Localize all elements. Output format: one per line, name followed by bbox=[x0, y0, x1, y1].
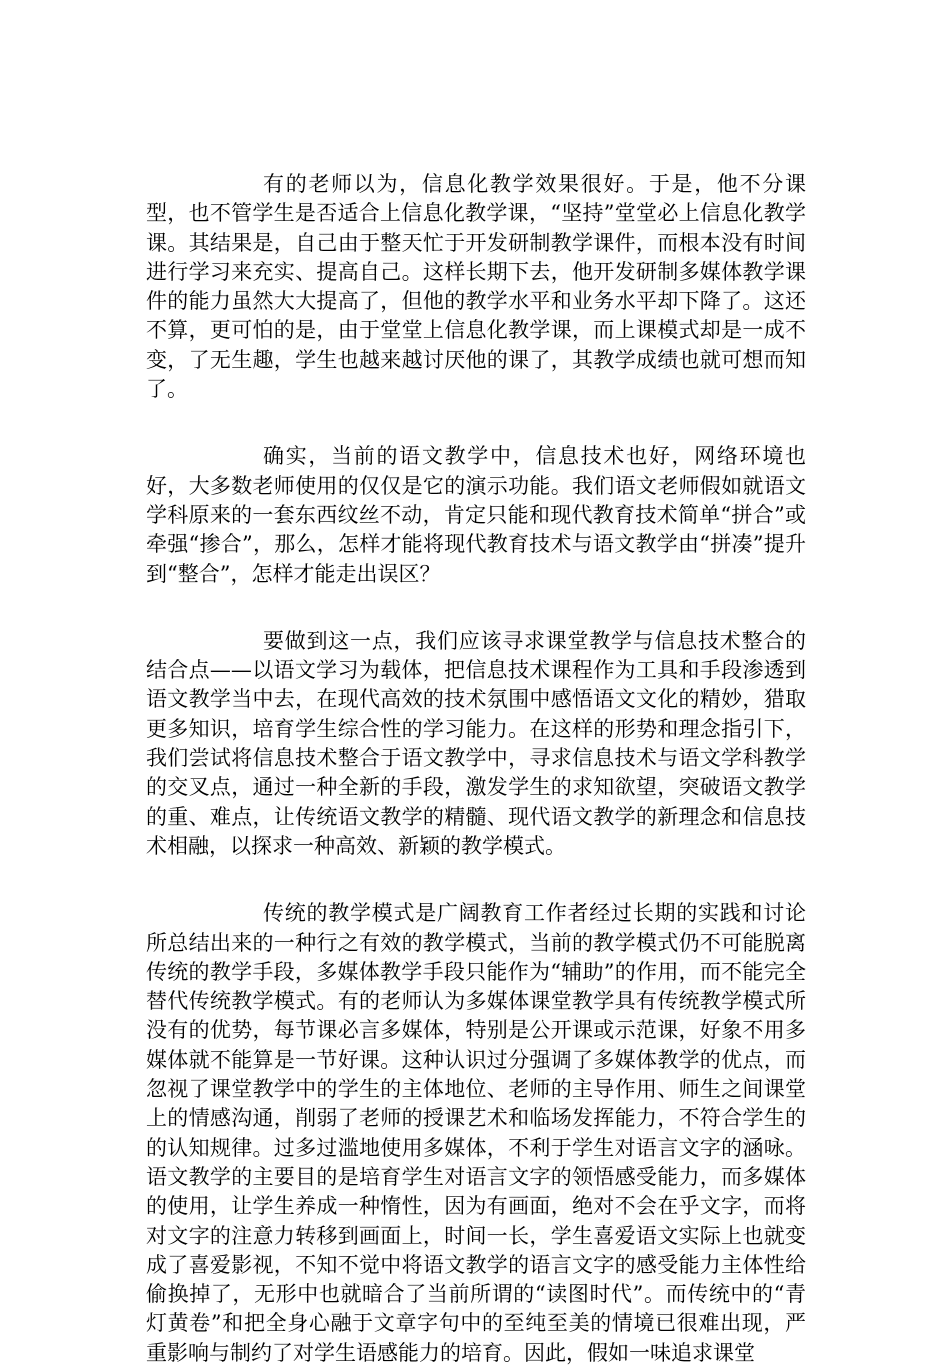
paragraph-3: 要做到这一点，我们应该寻求课堂教学与信息技术整合的结合点——以语文学习为载体，把信息技术课程作为工具和手段渗透到语文教学当中去，在现代高效的技术氛围中感悟语文文化的精妙，猎取更多知识，培育学生综合性的学习能力。在这样的形势和理念指引下，我们尝试将信息技术整合于语文教学中，寻求信息技术与语文学科教学的交叉点，通过一种全新的手段，激发学生的求知欲望，突破语文教学的重、难点，让传统语文教学的精髓、现代语文教学的新理念和信息技术相融，以探求一种高效、新颖的教学模式。 bbox=[146, 628, 806, 858]
paragraph-4: 传统的教学模式是广阔教育工作者经过长期的实践和讨论所总结出来的一种行之有效的教学模式，当前的教学模式仍不可能脱离传统的教学手段，多媒体教学手段只能作为“辅助”的作用，而不能完全替代传统教学模式。有的老师认为多媒体课堂教学具有传统教学模式所没有的优势，每节课必言多媒体，特别是公开课或示范课，好象不用多媒体就不能算是一节好课。这种认识过分强调了多媒体教学的优点，而忽视了课堂教学中的学生的主体地位、老师的主导作用、师生之间课堂上的情感沟通，削弱了老师的授课艺术和临场发挥能力，不符合学生的的认知规律。过多过滥地使用多媒体，不利于学生对语言文字的涵咏。语文教学的主要目的是培育学生对语言文字的领悟感受能力，而多媒体的使用，让学生养成一种惰性，因为有画面，绝对不会在乎文字，而将对文字的注意力转移到画面上，时间一长，学生喜爱语文实际上也就变成了喜爱影视，不知不觉中将语文教学的语言文字的感受能力主体性给偷换掉了，无形中也就暗合了当前所谓的“读图时代”。而传统中的“青灯黄卷”和把全身心融于文章字句中的至纯至美的情境已很难出现，严重影响与制约了对学生语感能力的培育。因此，假如一味追求课堂 bbox=[146, 901, 806, 1365]
paragraph-1: 有的老师以为，信息化教学效果很好。于是，他不分课型，也不管学生是否适合上信息化教学课，“坚持”堂堂必上信息化教学课。其结果是，自己由于整天忙于开发研制教学课件，而根本没有时间进行学习来充实、提高自己。这样长期下去，他开发研制多媒体教学课件的能力虽然大大提高了，但他的教学水平和业务水平却下降了。这还不算，更可怕的是，由于堂堂上信息化教学课，而上课模式却是一成不变，了无生趣，学生也越来越讨厌他的课了，其教学成绩也就可想而知了。 bbox=[146, 172, 806, 402]
paragraph-2: 确实，当前的语文教学中，信息技术也好，网络环境也好，大多数老师使用的仅仅是它的演示功能。我们语文老师假如就语文学科原来的一套东西纹丝不动，肯定只能和现代教育技术简单“拼合”或牵强“掺合”，那么，怎样才能将现代教育技术与语文教学由“拼凑”提升到“整合”，怎样才能走出误区？ bbox=[146, 444, 806, 586]
document-body bbox=[146, 170, 806, 1368]
